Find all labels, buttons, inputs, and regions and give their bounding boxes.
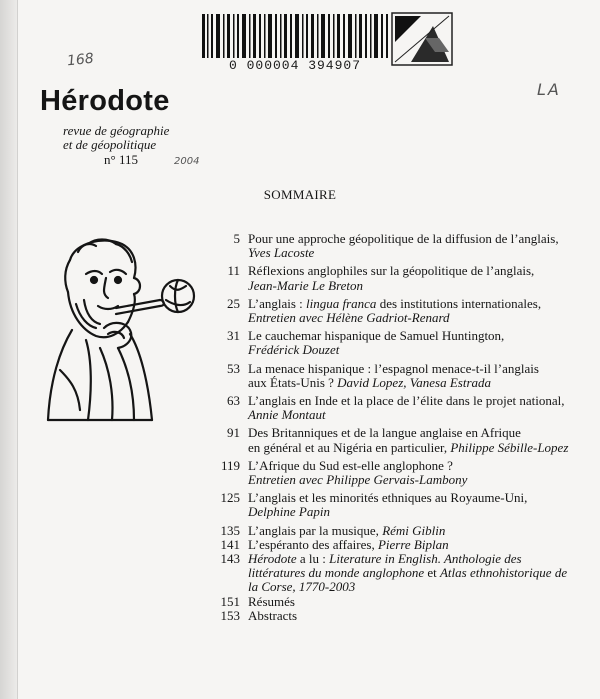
- toc-title-part: des institutions internationales,: [376, 295, 542, 311]
- toc-title-italic: lingua franca: [306, 295, 377, 311]
- toc-author: Philippe Sébille-Lopez: [450, 439, 569, 455]
- toc-title-italic: Hérodote: [248, 551, 297, 567]
- toc-page-number: 125: [220, 490, 240, 506]
- handwritten-ref: 168: [66, 50, 95, 70]
- toc-entry[interactable]: [210, 362, 590, 390]
- subtitle-line-2: et de géopolitique: [63, 137, 157, 152]
- toc-author: Jean-Marie Le Breton: [248, 277, 364, 293]
- toc-title: Des Britanniques et de la langue anglaise en Afrique: [248, 425, 521, 441]
- toc-title: [248, 524, 590, 538]
- journal-subtitle: [63, 124, 169, 152]
- toc-author: Entretien avec Philippe Gervais-Lambony: [248, 472, 468, 488]
- toc-title-part: aux États-Unis ?: [248, 374, 338, 390]
- barcode-number: 0 000004 394907: [228, 58, 362, 73]
- toc-page-number: 91: [227, 425, 240, 441]
- toc-entry[interactable]: [210, 297, 590, 325]
- toc-title: L’anglais en Inde et la place de l’élite dans le projet national,: [248, 393, 565, 409]
- toc-entry[interactable]: [210, 609, 590, 623]
- toc-title: [248, 297, 590, 311]
- toc-entry[interactable]: [210, 394, 590, 422]
- toc-title: L’Afrique du Sud est-elle anglophone ?: [248, 457, 453, 473]
- toc-entry[interactable]: [210, 491, 590, 519]
- toc-title-part: L’anglais :: [248, 295, 307, 311]
- toc-author: Rémi Giblin: [382, 522, 446, 538]
- toc-author: Yves Lacoste: [248, 245, 315, 261]
- toc-title-part: L’espéranto des affaires,: [248, 536, 378, 552]
- toc-title-italic: Atlas ethnohistorique de: [439, 565, 568, 581]
- toc-title: [248, 538, 590, 552]
- toc-author: Entretien avec Hélène Gadriot-Renard: [248, 310, 450, 326]
- library-stamp-icon: [391, 12, 453, 66]
- toc-page-number: 151: [220, 593, 240, 609]
- subtitle-line-1: revue de géographie: [63, 123, 170, 138]
- toc-page-number: 153: [220, 607, 240, 623]
- toc-entry[interactable]: [210, 264, 590, 292]
- toc-title: Résumés: [248, 593, 295, 609]
- toc-title-line-2: [248, 566, 590, 580]
- handwritten-mark: LA: [537, 80, 561, 99]
- herodotus-illustration: [30, 230, 220, 455]
- toc-entry[interactable]: [210, 552, 590, 595]
- toc-page-number: 31: [227, 328, 240, 344]
- toc-author: David Lopez, Vanesa Estrada: [337, 374, 492, 390]
- toc-title: L’anglais et les minorités ethniques au Royaume-Uni,: [248, 490, 528, 506]
- toc-page-number: 25: [227, 295, 240, 311]
- toc-author: Annie Montaut: [248, 407, 326, 423]
- toc-title-part: en général et au Nigéria en particulier,: [248, 439, 451, 455]
- toc-entry[interactable]: [210, 459, 590, 487]
- toc-title-italic: littératures du monde anglophone: [248, 565, 425, 581]
- binding-edge: [0, 0, 17, 699]
- toc-title: La menace hispanique : l’espagnol menace-t-il l’anglais: [248, 360, 539, 376]
- contents-heading: SOMMAIRE: [263, 187, 337, 202]
- toc-entry[interactable]: [210, 426, 590, 454]
- toc-author: Pierre Biplan: [377, 536, 449, 552]
- toc-entry[interactable]: [210, 595, 590, 609]
- toc-title-part: et: [424, 565, 440, 581]
- toc-entry[interactable]: [210, 329, 590, 357]
- toc-title-italic: la Corse, 1770-2003: [248, 579, 356, 595]
- toc-author: Frédérick Douzet: [248, 342, 340, 358]
- toc-title-italic: Literature in English. Anthologie des: [329, 551, 522, 567]
- toc-title: Abstracts: [248, 607, 298, 623]
- toc-title-line-2: [248, 376, 590, 390]
- toc-entry[interactable]: [210, 538, 590, 552]
- toc-title: Pour une approche géopolitique de la diffusion de l’anglais,: [248, 231, 559, 246]
- toc-page-number: 119: [220, 457, 240, 473]
- toc-author: Delphine Papin: [248, 504, 330, 520]
- toc-page-number: 135: [220, 522, 240, 538]
- toc-title-part: L’anglais par la musique,: [248, 522, 383, 538]
- toc-page-number: 141: [220, 536, 240, 552]
- toc-title: Le cauchemar hispanique de Samuel Huntington,: [248, 328, 505, 344]
- toc-page-number: 53: [227, 360, 240, 376]
- toc-title-part: a lu :: [296, 551, 330, 567]
- toc-page-number: 11: [227, 263, 240, 279]
- toc-title: [248, 552, 590, 566]
- toc-title: Réflexions anglophiles sur la géopolitique de l’anglais,: [248, 263, 535, 279]
- toc-page-number: 63: [227, 393, 240, 409]
- toc-entry[interactable]: [210, 524, 590, 538]
- toc-entry[interactable]: [210, 232, 590, 260]
- toc-page-number: 143: [220, 551, 240, 567]
- toc-page-number: 5: [233, 231, 240, 246]
- toc-title-line-2: [248, 441, 590, 455]
- toc-title-line-3: [248, 580, 590, 594]
- table-of-contents: [210, 232, 590, 623]
- handwritten-year: 2004: [174, 156, 200, 167]
- journal-title: Hérodote: [40, 85, 170, 117]
- barcode: [200, 12, 390, 60]
- issue-number: n° 115: [104, 152, 138, 167]
